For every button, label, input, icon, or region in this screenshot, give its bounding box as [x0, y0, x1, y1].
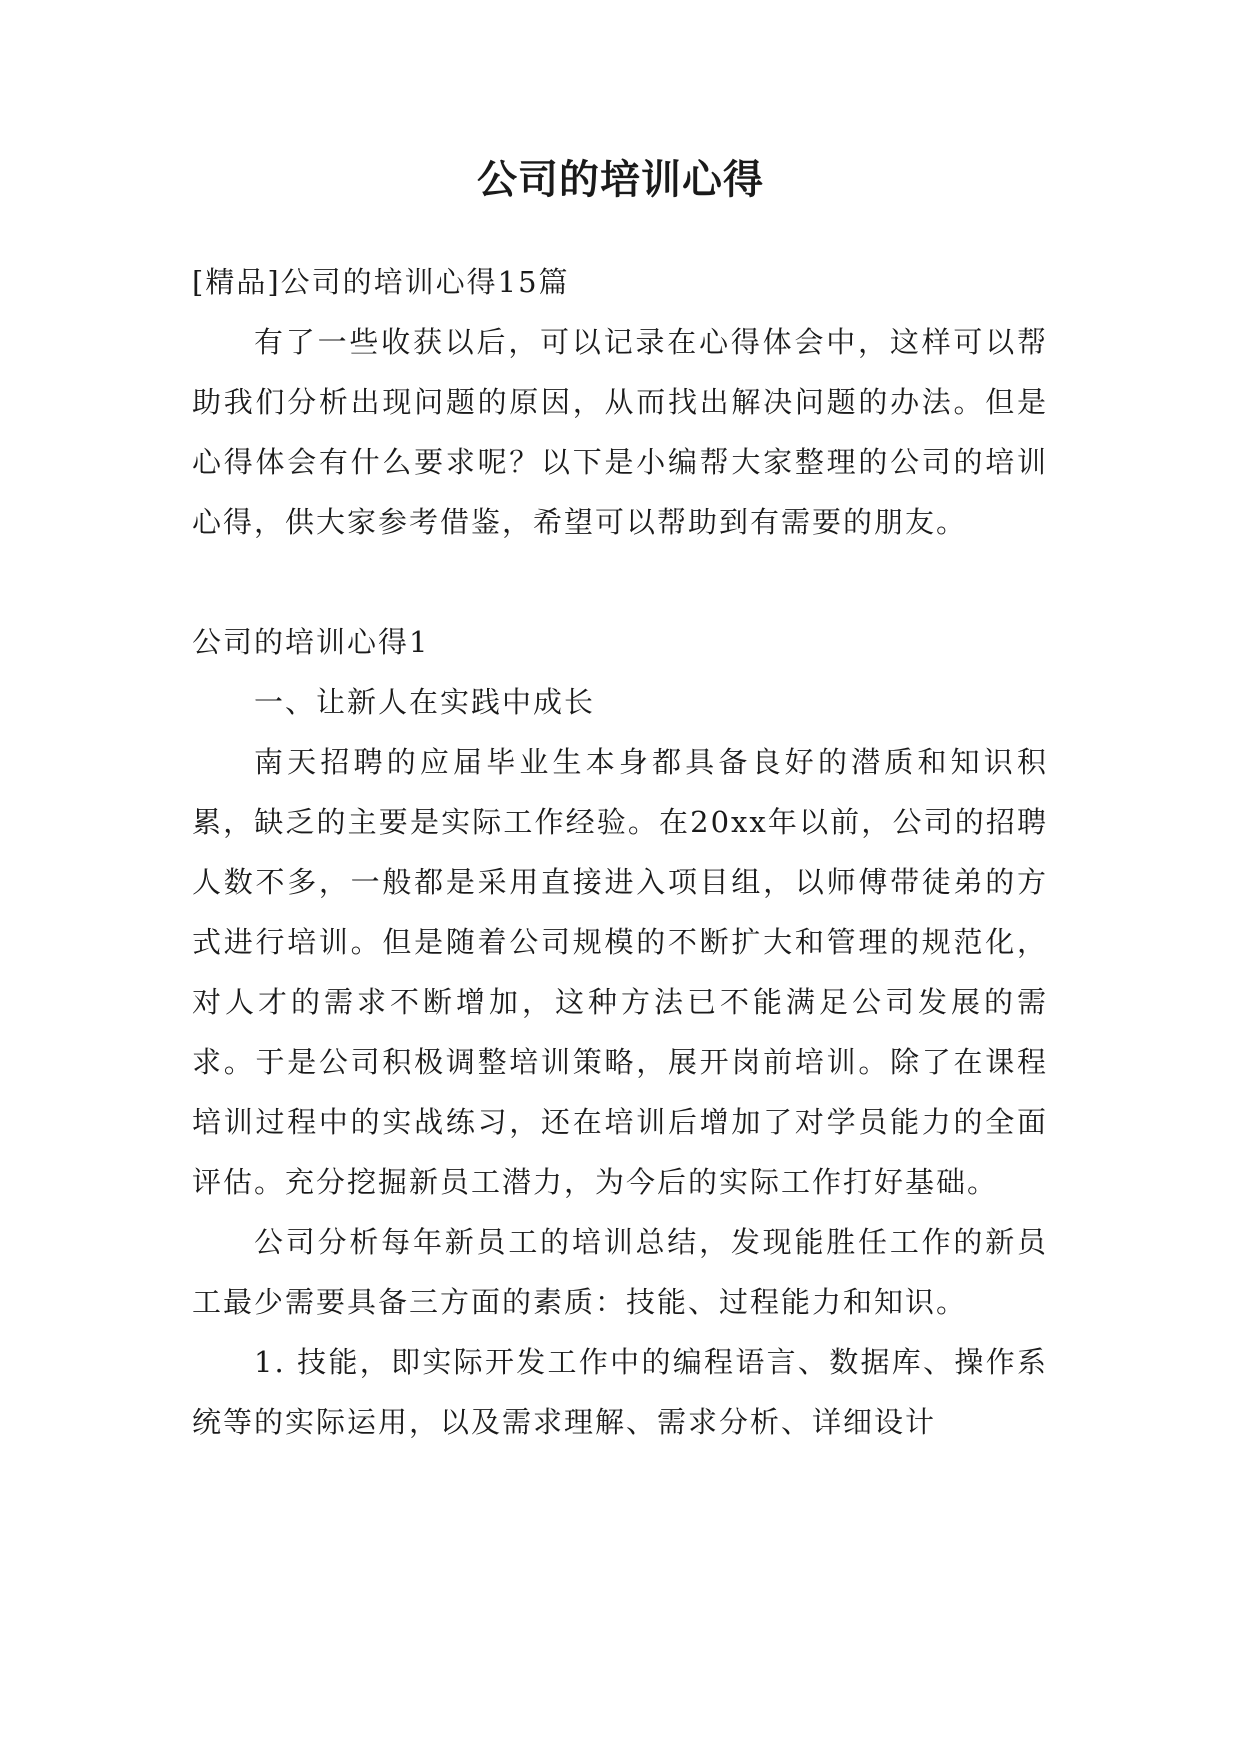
section-subheading: 一、让新人在实践中成长	[254, 685, 596, 719]
intro-paragraph: 有了一些收获以后，可以记录在心得体会中，这样可以帮助我们分析出现问题的原因，从而找出解决问题的办法。但是心得体会有什么要求呢？以下是小编帮大家整理的公司的培训心得，供大家参考借鉴，希望可以帮助到有需要的朋友。	[192, 325, 1048, 539]
body-paragraph: 南天招聘的应届毕业生本身都具备良好的潜质和知识积累，缺乏的主要是实际工作经验。在20xx年以前，公司的招聘人数不多，一般都是采用直接进入项目组，以师傅带徒弟的方式进行培训。但是随着公司规模的不断扩大和管理的规范化，对人才的需求不断增加，这种方法已不能满足公司发展的需求。于是公司积极调整培训策略，展开岗前培训。除了在课程培训过程中的实战练习，还在培训后增加了对学员能力的全面评估。充分挖掘新员工潜力，为今后的实际工作打好基础。	[192, 745, 1048, 1199]
document-title: 公司的培训心得	[477, 157, 764, 203]
body-paragraph: 1. 技能，即实际开发工作中的编程语言、数据库、操作系统等的实际运用，以及需求理解、需求分析、详细设计	[192, 1345, 1048, 1439]
document-subtitle: [精品]公司的培训心得15篇	[192, 265, 570, 299]
section-heading: 公司的培训心得1	[192, 625, 430, 659]
document-body	[192, 252, 1048, 1452]
body-paragraph: 公司分析每年新员工的培训总结，发现能胜任工作的新员工最少需要具备三方面的素质：技能、过程能力和知识。	[192, 1225, 1048, 1319]
paragraph-gap	[192, 552, 1048, 612]
